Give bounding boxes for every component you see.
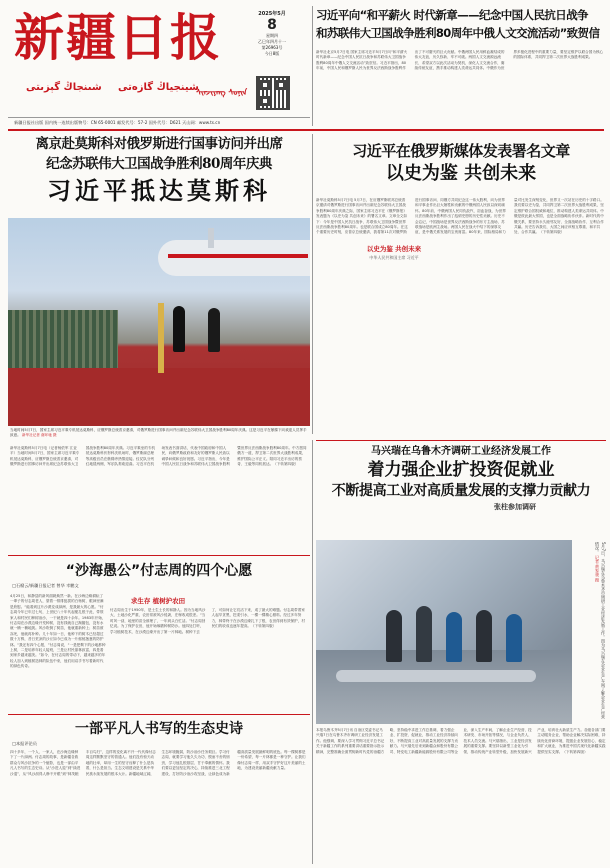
signed-article [316,140,606,186]
visit-story-headline-2: 着力强企业扩投资促就业 [367,460,555,480]
visit-story-byline: 张柱参加调研 [494,503,536,511]
masthead-title: 新疆日报 [14,8,222,67]
yugong-body: 4月25日，和静县的新风面貌焕然一新。在沙海边缘耕耘了一辈子的付志周老人，望着一排排挺拔的白杨树，眼神里满是欣慰。“能看到这片沙漠变成绿洲，是我最大的心愿。”付志周今年已年过七旬，上世纪八十年代起便扎根于此，带领家人和村民们种树治沙，一干就是四十余年。1983年开始，付志周在沙漠边缘开荒种树，没有钱就自己掏腰包，没有水就一桶一桶地挑。风沙吹倒了树苗，他就重新种上；树苗被冻死，他就再补种。几十年如一日，他种下的树木已经超过数十万株，昔日荒凉的沙丘如今已成为一片郁郁葱葱的防护林。“我还有四个心愿，”付志周说，“一是把剩下的沙地都种上树，二是培养年轻人接班，三是让村民靠林致富，四是看到家乡越来越美。”如今，在付志周的带动下，越来越多的年轻人加入到植树造林的队伍中来，他们用双手书写着新时代的绿色传奇。 [10,594,106,669]
visit-story [316,444,606,513]
signed-article-inner-title: 以史为鉴 共创未来 [366,245,422,253]
bottom-feature [8,718,310,748]
lead-left-kicker-2: 纪念苏联伟大卫国战争胜利80周年庆典 [46,156,272,172]
bottom-feature-byline: □本报评论员 [12,741,37,746]
lead-right [316,6,606,116]
masthead-uyghur: شىنجاڭ گېزىتى [26,82,102,93]
visit-story-headline-1: 马兴瑞在乌鲁木齐调研工业经济发展工作 [371,446,551,457]
masthead-info-line: 新疆日报社出版 国内统一连续出版物号：CN 65-0001 邮发代号：57-2 国外代号：D621 天山网：www.ts.cn [14,120,221,125]
lead-right-headline-1: 习近平向“和平薪火 时代新章——纪念中国人民抗日战争 [316,8,588,22]
masthead-pages: 今日8版 [264,51,280,56]
masthead-date-block [248,10,296,57]
masthead-issue: 第26963号 [261,45,283,50]
yugong-headline: “沙海愚公”付志周的四个心愿 [65,563,253,579]
lead-right-body: 新华社北京5月7日电 国家主席习近平5月7日向“和平薪火 时代新章——纪念中国人民抗日战争和苏联伟大卫国战争胜利80周年中俄人文交流活动”致贺信。习近平指出，80年前，中国人民和俄罗斯人民为世界反法西斯战争胜利作出了不可磨灭的巨大贡献。中俄两国人民用鲜血凝结成的伟大友谊，历久弥新、牢不可破。两国人文交流源远流长，希望双方以此次活动为契机，深化人文交流合作，赓续传统友谊，携手推动构建人类命运共同体。中俄作为世界多极化进程中的重要力量，要坚定维护以联合国为核心的国际体系，共同捍卫第二次世界大战胜利成果。 [316,50,604,71]
lead-right-headline-2: 和苏联伟大卫国战争胜利80周年中俄人文交流活动”致贺信 [316,26,600,40]
visit-photo-credit: 记者 黄家骏 摄 [595,555,600,582]
masthead-mongol: ᠰᠢᠨᠵᠢᠶᠠᠩ ᠰᠣᠨᠢᠨ [196,88,248,97]
lead-left-body: 新华社莫斯科5月7日电（记者杨依军 江亚平）当地时间5月7日，国家主席习近平乘专机抵达莫斯科，应俄罗斯总统普京邀请，对俄罗斯进行国事访问并出席纪念苏联伟大卫国战争胜利80周年庆典。习近平乘坐的专机抵达莫斯科伏努科沃机场时，俄罗斯副总理等高级官员在舷梯旁热情迎接。仪仗队分列红地毯两侧，军乐队奏欢迎曲。习近平在机场发表书面讲话，代表中国政府和中国人民，向俄罗斯政府和友好的俄罗斯人民致以诚挚问候和良好祝愿。习近平指出，今年是中国人民抗日战争和苏联伟大卫国战争胜利暨世界反法西斯战争胜利80周年。中方愿同俄方一道，捍卫第二次世界大战胜利成果，维护国际公平正义。陪同习近平出访的蔡奇、王毅等同机抵达。（下转第四版） [10,446,307,467]
signed-article-inner-box [352,244,436,266]
yugong-sub-title: 求生存 植树护农田 [130,597,186,605]
qr-code [256,76,290,110]
bottom-feature-headline: 一部平凡人书写的生态史诗 [75,721,243,737]
masthead-lunar: 乙巳年四月十一 [258,39,286,44]
visit-photo [316,540,572,724]
masthead [0,0,310,120]
signed-article-headline-2: 以史为鉴 共创未来 [385,163,537,184]
yugong-subhead [108,596,208,606]
visit-story-headline-3: 不断提高工业对高质量发展的支撑力贡献力 [331,483,591,499]
masthead-year-month: 2025年5月 [258,11,286,17]
signed-article-headline-1: 习近平在俄罗斯媒体发表署名文章 [352,142,570,160]
yugong-sub-body: 付志周出生于1950年，是土生土长的和静人。因为当地风沙大、土地沙化严重，农田常被风沙侵袭，庄稼收成很差。“当时风一刮，地里的苗全被埋了，一年到头白忙活。”付志周回忆说。为了保护农田，他开始琢磨种树防沙。他四处打听，学习植树技术，在沙漠边缘开出了第一片林地。树种下去了，可如何让它们活下来，成了最大的难题。付志周带着家人起早贪黑，挖渠引水，一棵一棵精心照料。经过多年努力，林带终于在沙漠边缘扎下了根，农田得到有效保护，村民们的收成也逐年提高。（下转第四版） [110,608,305,634]
signed-article-body: 新华社莫斯科5月7日电 5月7日，在应俄罗斯联邦总统普京邀请对俄罗斯进行国事访问并出席纪念苏联伟大卫国战争胜利80周年庆典之际，国家主席习近平在《俄罗斯报》发表题为《以史为鉴 共创未来》的署名文章。文章全文如下：今年是中国人民抗日战争、苏联伟大卫国战争暨世界反法西斯战争胜利80周年。也是联合国成立80周年。在这个重要历史时刻，应普京总统邀请，我将第11次对俄罗斯进行国事访问，同俄方共同纪念这一伟大胜利，向为世界和平事业作出巨大牺牲和贡献的中俄两国人民致以深切缅怀。80年前，中俄两国人民同仇敌忾、浴血奋战，为世界反法西斯战争胜利作出了彪炳史册的历史性贡献。历史不会忘记，中国战场是世界反法西斯战争的东方主战场，苏联战场是欧洲主战场。两国人民在战火中结下的深厚友谊，是中俄关系发展的宝贵财富。80年来，国际格局和力量对比发生深刻变化，世界又一次站在历史的十字路口。我们要以史为鉴，共同捍卫第二次世界大战胜利成果，坚定维护联合国权威和地位，推动构建人类命运共同体。中俄是彼此最大邻国，也是全面战略协作伙伴。新时代的中俄关系，要坚持永久睦邻友好、全面战略协作、互利合作共赢。历史告诉我们，大国之间应该相互尊重、和平共处、合作共赢。（下转第四版） [316,198,604,235]
yugong-feature [8,560,310,590]
yugong-byline: □石榴云/新疆日报记者 曾华 幸鹏文 [12,583,79,588]
arrival-photo-credit: 新华社记者 谢环驰 摄 [21,433,57,437]
signed-article-inner-sub: 中华人民共和国主席 习近平 [369,255,419,260]
lead-left-kicker-1: 离京赴莫斯科对俄罗斯进行国事访问并出席 [35,136,283,152]
lead-left-headline: 习近平抵达莫斯科 [47,177,271,205]
bottom-feature-body: 四十多年，一个人、一家人，在沙海边缘种下了一片绿洲。付志周的故事，是新疆各族群众与风沙抗争的一个缩影，也是一部由平凡人书写的生态史诗。从“沙进人退”到“绿进沙退”，从“风沙刮得人睁不开眼”到“林茂粮丰百鸟归”，这样的变化离不开一代代像付志周这样默默坚守的普通人。他们没有惊天动地的壮举，却用一生的坚守诠释了什么是执着，什么是担当。生态文明建设是关系中华民族永续发展的根本大计。新疆地域辽阔，生态环境脆弱，防沙治沙任务艰巨。学习付志周，就要学习他久久为功、锲而不舍的韧劲，学习他扎根基层、甘于奉献的情怀。我们要以更加坚定的决心，持续推进三北工程建设，打好防沙治沙攻坚战，让绿色成为新疆高质量发展最鲜明的底色。每一棵树都是一份希望，每一片林都是一种守护。让我们像付志周一样，用双手守护好这片美丽的土地，为建设美丽新疆贡献力量。 [10,750,306,776]
visit-story-body: 本报乌鲁木齐5月7日讯 自治区党委书记马兴瑞7日在乌鲁木齐市调研工业经济发展工作。他强调，要深入学习贯彻习近平总书记关于新疆工作的系列重要讲话重要指示批示精神，完整准确全面贯彻新时代党的治疆方略，坚持稳中求进工作总基调，着力强企业、扩投资、促就业，推动工业经济持续向好，不断提高工业对高质量发展的支撑力贡献力。马兴瑞先后来到新疆众和股份有限公司、特变电工新疆新能源股份有限公司等企业，深入生产车间，了解企业生产经营、技术研发、市场开拓等情况，与企业负责人、技术人员交流。马兴瑞指出，工业是经济发展的重要支撑。要坚持以新型工业化为引领，推动传统产业转型升级，加快发展新兴产业，培育壮大新质生产力。各级各部门要主动服务企业，帮助企业解决实际困难，持续优化营商环境，提振企业发展信心，稳定和扩大就业，为推进中国式现代化新疆实践提供坚实支撑。（下转第四版） [316,728,606,754]
masthead-kazakh: شينجياڭ گازەتى [118,82,199,93]
visit-photo-caption: 5月7日，马兴瑞在乌鲁木齐市调研工业经济发展工作。图为马兴瑞在企业生产车间了解企业生产经营情况。 记者 黄家骏 摄 [595,542,606,720]
masthead-day: 8 [267,17,277,33]
masthead-weekday: 星期四 [266,33,278,38]
arrival-photo-caption: 当地时间5月7日，国家主席习近平乘专机抵达莫斯科，应俄罗斯总统普京邀请，对俄罗斯进行国事访问并出席纪念苏联伟大卫国战争胜利80周年庆典。这是习近平在舷梯下向欢迎人员挥手致意。 新华社记者 谢环驰 摄 [10,428,307,437]
lead-left [8,134,310,208]
arrival-photo [8,218,310,426]
